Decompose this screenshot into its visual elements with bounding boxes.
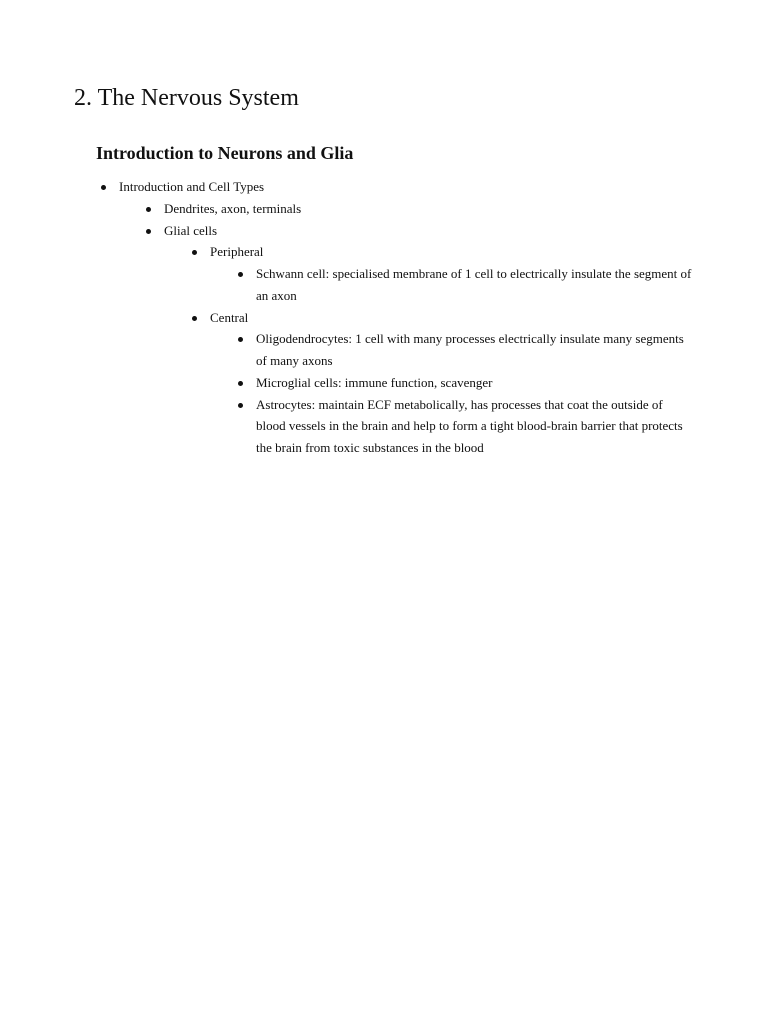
bullet-outline [0,176,768,459]
bullet-icon [101,185,106,190]
bullet-icon [238,337,243,342]
list-item-text: Central [210,309,249,325]
list-item [0,198,684,220]
list-item-text: Glial cells [164,222,218,238]
list-item [0,176,679,198]
list-item [0,372,692,394]
list-item-text: Peripheral [210,244,264,260]
list-item [0,307,690,329]
bullet-icon [146,207,151,212]
bullet-icon [192,316,197,321]
list-item-text: Dendrites, axon, terminals [164,200,302,216]
bullet-icon [238,381,243,386]
bullet-icon [146,229,151,234]
list-item [0,263,692,307]
document-title: 2. The Nervous System [74,85,299,111]
bullet-icon [238,272,243,277]
section-heading: Introduction to Neurons and Glia [96,143,354,163]
list-item-text: Microglial cells: immune function, scavenger [256,374,493,390]
list-item-text: Oligodendrocytes: 1 cell with many processes electrically insulate many segments of many axons [256,331,684,368]
list-item-text: Astrocytes: maintain ECF metabolically, has processes that coat the outside of blood vessels in the brain and help to form a tight blood-brain barrier that protects the brain from toxic substances in the blood [256,396,683,455]
list-item [0,220,684,242]
bullet-icon [238,403,243,408]
list-item-text: Introduction and Cell Types [119,179,265,194]
list-item [0,328,692,372]
list-item-text: Schwann cell: specialised membrane of 1 cell to electrically insulate the segment of an axon [256,266,692,303]
list-item [0,241,690,263]
bullet-icon [192,250,197,255]
list-item [0,394,692,459]
